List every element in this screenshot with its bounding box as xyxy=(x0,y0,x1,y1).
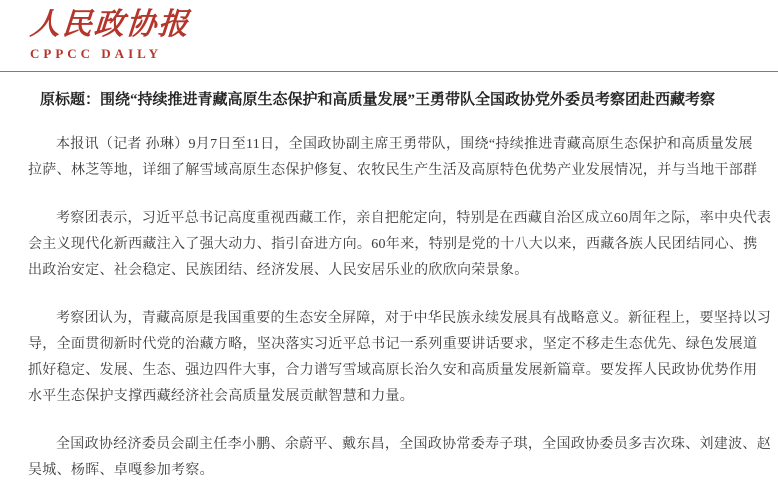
text-line: 考察团认为，青藏高原是我国重要的生态安全屏障，对于中华民族永续发展具有战略意义。新征程上，要坚持以习 xyxy=(56,311,771,326)
logo-english-text: CPPCC DAILY xyxy=(30,46,162,61)
text-line: 本报讯（记者 孙琳）9月7日至11日，全国政协副主席王勇带队，围绕“持续推进青藏高原生态保护和高质量发展 xyxy=(56,137,753,152)
text-line: 考察团表示，习近平总书记高度重视西藏工作，亲自把舵定向，特别是在西藏自治区成立60周年之际，率中央代表 xyxy=(56,211,772,226)
paragraph-1 xyxy=(28,132,778,184)
text-line: 拉萨、林芝等地，详细了解雪域高原生态保护修复、农牧民生产生活及高原特色优势产业发展情况，并与当地干部群 xyxy=(28,163,758,178)
paragraph-3 xyxy=(28,306,778,410)
logo-chinese-calligraphy: 人民政协报 xyxy=(28,8,192,41)
text-line: 全国政协经济委员会副主任李小鹏、余蔚平、戴东昌，全国政协常委寿子琪，全国政协委员多吉次珠、刘建波、赵 xyxy=(56,437,771,452)
text-line: 出政治安定、社会稳定、民族团结、经济发展、人民安居乐业的欣欣向荣景象。 xyxy=(28,263,529,278)
text-line: 抓好稳定、发展、生态、强边四件大事，合力谱写雪域高原长治久安和高质量发展新篇章。要发挥人民政协优势作用 xyxy=(28,363,758,378)
page-header xyxy=(0,0,778,72)
article-text xyxy=(28,132,778,484)
text-line: 导，全面贯彻新时代党的治藏方略，坚决落实习近平总书记一系列重要讲话要求，坚定不移走生态优先、绿色发展道 xyxy=(28,337,758,352)
paragraph-4 xyxy=(28,432,778,484)
article-title: 原标题：围绕“持续推进青藏高原生态保护和高质量发展”王勇带队全国政协党外委员考察团赴西藏考察 xyxy=(40,92,716,108)
article-body xyxy=(0,72,778,484)
text-line: 吴城、杨晖、卓嘎参加考察。 xyxy=(28,463,214,478)
cppcc-daily-logo[interactable] xyxy=(30,10,190,62)
text-line: 会主义现代化新西藏注入了强大动力、指引奋进方向。60年来，特别是党的十八大以来，西藏各族人民团结同心、携 xyxy=(28,237,758,252)
text-line: 水平生态保护支撑西藏经济社会高质量发展贡献智慧和力量。 xyxy=(28,389,415,404)
paragraph-2 xyxy=(28,206,778,284)
